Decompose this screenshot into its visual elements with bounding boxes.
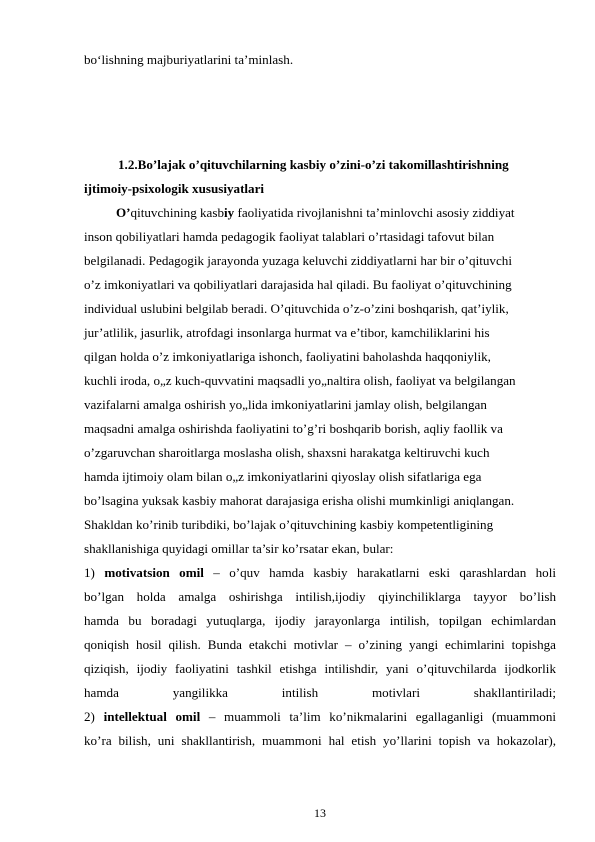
bold-run: iy [224, 205, 235, 220]
list-item-1-line: hamda yangilikka intilish motivlari shakllantiriladi; [84, 685, 556, 700]
paragraph-line: belgilanadi. Pedagogik jarayonda yuzaga keluvchi ziddiyatlarni har bir o’qituvchi [84, 253, 512, 268]
text-run: – muammoli ta’lim ko’nikmalarini egallaganligi (muammoni [200, 709, 556, 724]
paragraph-line: bo’lsagina yuksak kasbiy mahorat darajasiga erisha olishi mumkinligi aniqlangan. [84, 493, 515, 508]
list-number: 1) [84, 565, 95, 580]
paragraph-line: inson qobiliyatlari hamda pedagogik faoliyat talablari o’rtasidagi tafovut bilan [84, 229, 495, 244]
paragraph-line: vazifalarni amalga oshirish yo„lida imkoniyatlarini jamlay olish, belgilangan [84, 397, 487, 412]
list-item-2-line: ko’ra bilish, uni shakllantirish, muammoni hal etish yo’llarini topish va hokazolar), [84, 733, 556, 748]
list-item-1-line: bo’lgan holda amalga oshirishga intilish,ijodiy qiyinchiliklarga tayyor bo’lish [84, 589, 556, 604]
text-run: faoliyatida rivojlanishni ta’minlovchi asosiy ziddiyat [234, 205, 515, 220]
bold-run: O’ [116, 205, 131, 220]
paragraph-line: o’z imkoniyatlari va qobiliyatlari darajasida hal qiladi. Bu faoliyat o’qituvchining [84, 277, 512, 292]
paragraph-line: individual uslubini belgilab beradi. O’qituvchida o’z-o’zini boshqarish, qat’iylik, [84, 301, 509, 316]
paragraph-line: kuchli iroda, o„z kuch-quvvatini maqsadli yo„naltira olish, faoliyat va belgilangan [84, 373, 516, 388]
list-item-1-first-line [84, 565, 556, 581]
list-item-1-line: qoniqish hosil qilish. Bunda etakchi motivlar – o’zining yangi echimlarini topishga [84, 637, 556, 652]
paragraph-line: o’zgaruvchan sharoitlarga moslasha olish, shaxsni harakatga keltiruvchi kuch [84, 445, 490, 460]
paragraph-line: qilgan holda o’z imkoniyatlariga ishonch, faoliyatini baholashda haqqoniylik, [84, 349, 491, 364]
list-term: intellektual omil [103, 709, 201, 724]
list-number: 2) [84, 709, 95, 724]
list-item-1-line: qiziqish, ijodiy faoliyatini tashkil etishga intilishdir, yani o’qituvchilarda ijodkorlik [84, 661, 556, 676]
text-run: qituvchining kasb [130, 205, 225, 220]
paragraph-line: jur’atlilik, jasurlik, atrofdagi insonlarga hurmat va e’tibor, kamchiliklarini his [84, 325, 490, 340]
paragraph-line: maqsadni amalga oshirishda faoliyatini to’g’ri boshqarib borish, aqliy faollik va [84, 421, 503, 436]
paragraph-line: hamda ijtimoiy olam bilan o„z imkoniyatlarini qiyoslay olish sifatlariga ega [84, 469, 482, 484]
continued-text-line: bo‘lishning majburiyatlarini ta’minlash. [84, 52, 294, 67]
list-item-2-first-line [84, 709, 556, 725]
page-number: 13 [314, 806, 326, 820]
paragraph-line: shakllanishiga quyidagi omillar ta’sir ko’rsatar ekan, bular: [84, 541, 394, 556]
paragraph-first-line [116, 205, 588, 221]
section-heading-line-2: ijtimoiy-psixologik xususiyatlari [84, 181, 265, 196]
list-term: motivatsion omil [104, 565, 204, 580]
section-heading-line-1: 1.2.Bo’lajak o’qituvchilarning kasbiy o’zini-o’zi takomillashtirishning [118, 157, 509, 172]
text-run: – o’quv hamda kasbiy harakatlarni eski qarashlardan holi [203, 565, 556, 580]
paragraph-line: Shakldan ko’rinib turibdiki, bo’lajak o’qituvchining kasbiy kompetentligining [84, 517, 494, 532]
list-item-1-line: hamda bu boradagi yutuqlarga, ijodiy jarayonlarga intilish, topilgan echimlardan [84, 613, 556, 628]
